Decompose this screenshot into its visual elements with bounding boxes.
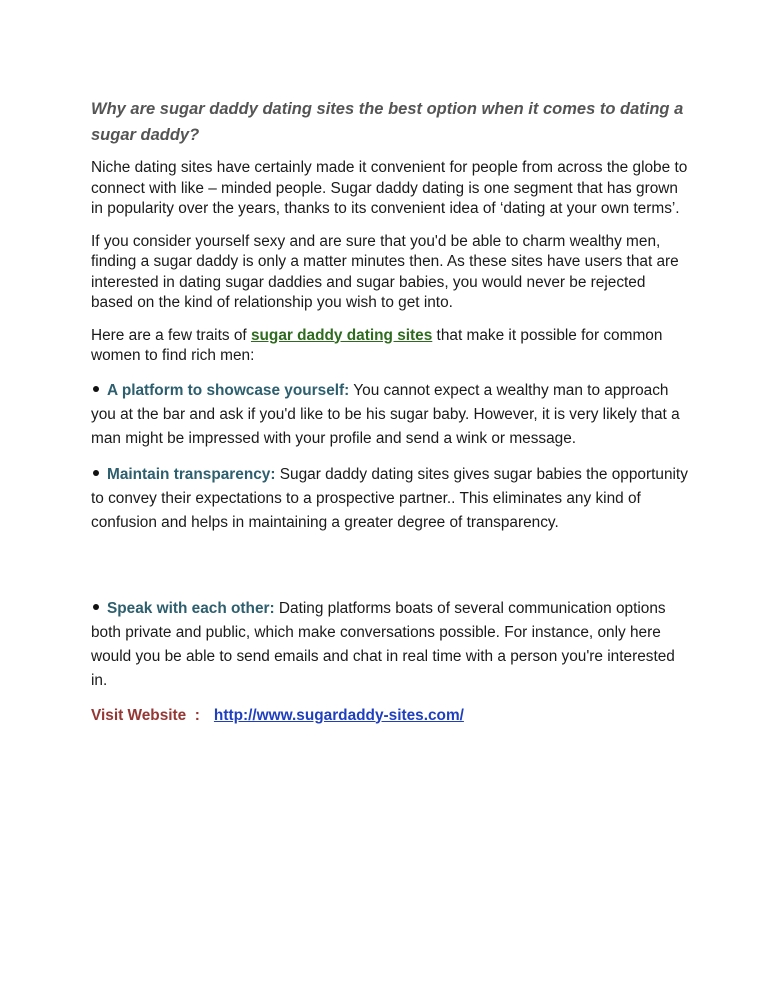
traits-intro-before: Here are a few traits of [91,326,251,344]
bullet-text: Sugar daddy dating sites gives sugar babies the opportunity to convey their expectations to a prospective partner.. This eliminates any kind of confusion and helps in maintaining a greater degree of transparency. [91,465,688,531]
paragraph-charm: If you consider yourself sexy and are sure that you'd be able to charm wealthy men, finding a sugar daddy is only a matter minutes then. As these sites have users that are interested in dating sugar daddies and sugar babies, you would never be rejected based on the kind of relationship you wish to get into. [91,232,679,311]
document-body [91,96,691,727]
blank-space [91,547,691,597]
bullet-text: You cannot expect a wealthy man to approach you at the bar and ask if you'd like to be his sugar baby. However, it is very likely that a man might be impressed with your profile and send a wink or message. [91,381,680,447]
visit-website-line [91,705,691,727]
bullet-dot-icon [93,386,99,392]
paragraph-intro: Niche dating sites have certainly made it convenient for people from across the globe to connect with like – minded people. Sugar daddy dating is one segment that has grown in popularity over the years, thanks to its convenient idea of ‘dating at your own terms’. [91,159,688,217]
visit-website-label: Visit Website : [91,706,200,724]
bullet-term: Speak with each other: [107,599,275,617]
traits-intro-after: that make it possible for common women to find rich men: [91,326,663,364]
sugar-daddy-dating-sites-link[interactable]: sugar daddy dating sites [250,326,433,344]
document-heading: Why are sugar daddy dating sites the best option when it comes to dating a sugar daddy? [91,100,684,144]
bullet-dot-icon [93,604,99,610]
bullet-term: A platform to showcase yourself: [107,381,350,399]
bullet-item-speak [91,597,691,693]
visit-website-url-link[interactable]: http://www.sugardaddy-sites.com/ [213,706,464,724]
bullet-item-showcase [91,379,691,451]
bullet-text: Dating platforms boats of several communication options both private and public, which make conversations possible. For instance, only here would you be able to send emails and chat in real time with a person you're interested in. [91,599,675,689]
bullet-dot-icon [93,470,99,476]
bullet-item-transparency [91,463,691,535]
bullet-term: Maintain transparency: [107,465,276,483]
paragraph-traits-intro [91,326,691,367]
